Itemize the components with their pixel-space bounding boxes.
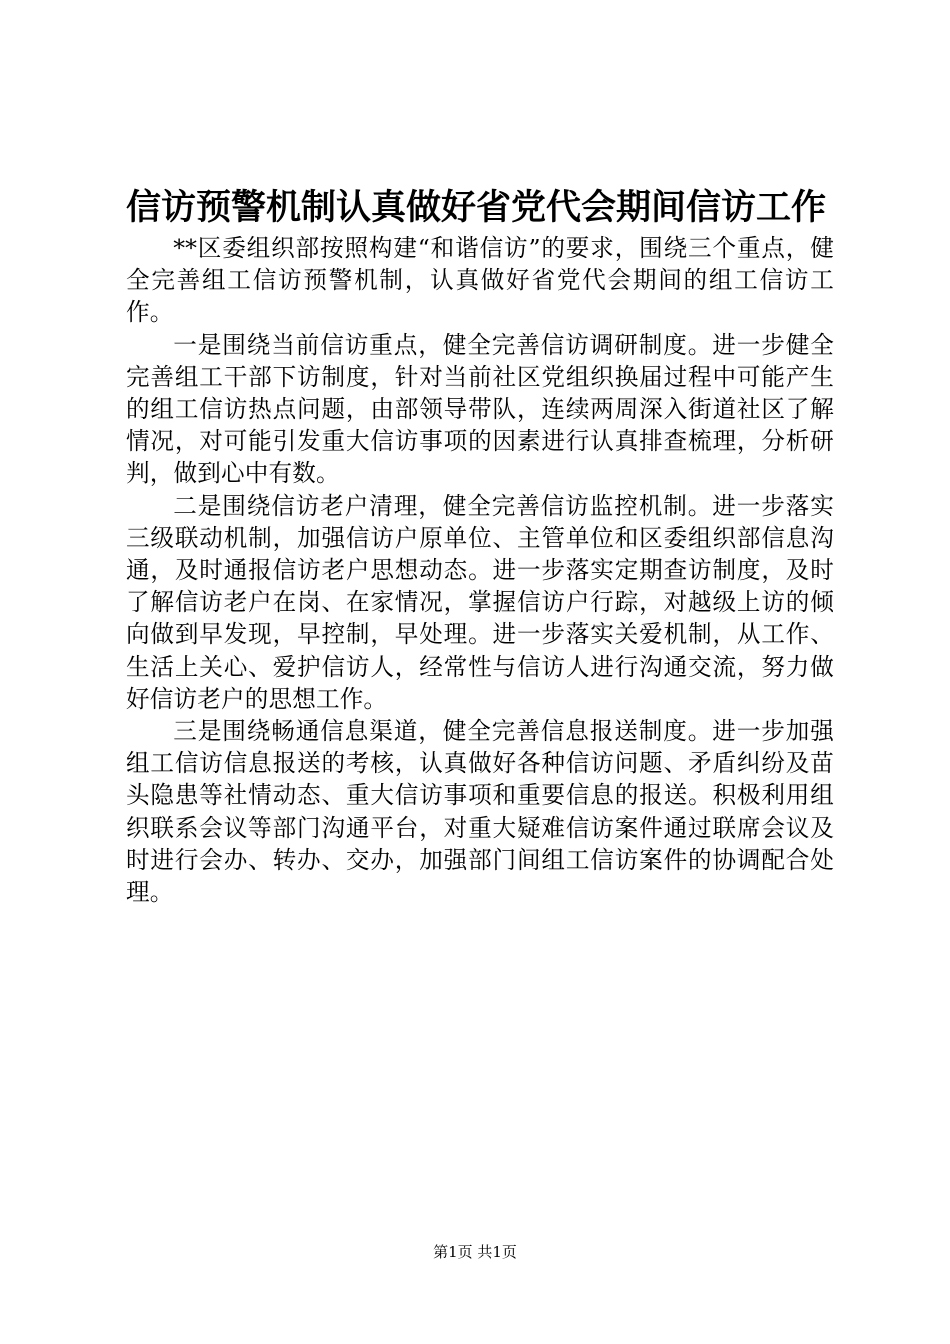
paragraph-intro: **区委组织部按照构建“和谐信访”的要求，围绕三个重点，健全完善组工信访预警机制，认真做好省党代会期间的组工信访工作。	[126, 234, 834, 327]
page-total: 共1页	[477, 1243, 517, 1261]
page-number: 第1页	[433, 1243, 473, 1261]
paragraph-point-three: 三是围绕畅通信息渠道，健全完善信息报送制度。进一步加强组工信访信息报送的考核，认真做好各种信访问题、矛盾纠纷及苗头隐患等社情动态、重大信访事项和重要信息的报送。积极利用组织联系会议等部门沟通平台，对重大疑难信访案件通过联席会议及时进行会办、转办、交办，加强部门间组工信访案件的协调配合处理。	[126, 717, 834, 907]
paragraph-point-one: 一是围绕当前信访重点，健全完善信访调研制度。进一步健全完善组工干部下访制度，针对当前社区党组织换届过程中可能产生的组工信访热点问题，由部领导带队，连续两周深入街道社区了解情况，对可能引发重大信访事项的因素进行认真排查梳理，分析研判，做到心中有数。	[126, 330, 834, 488]
document-body	[126, 232, 834, 908]
paragraph-point-two: 二是围绕信访老户清理，健全完善信访监控机制。进一步落实三级联动机制，加强信访户原单位、主管单位和区委组织部信息沟通，及时通报信访老户思想动态。进一步落实定期查访制度，及时了解信访老户在岗、在家情况，掌握信访户行踪，对越级上访的倾向做到早发现，早控制，早处理。进一步落实关爱机制，从工作、生活上关心、爱护信访人，经常性与信访人进行沟通交流，努力做好信访老户的思想工作。	[126, 491, 834, 713]
page-footer	[0, 1242, 950, 1262]
document-title: 信访预警机制认真做好省党代会期间信访工作	[126, 187, 827, 228]
